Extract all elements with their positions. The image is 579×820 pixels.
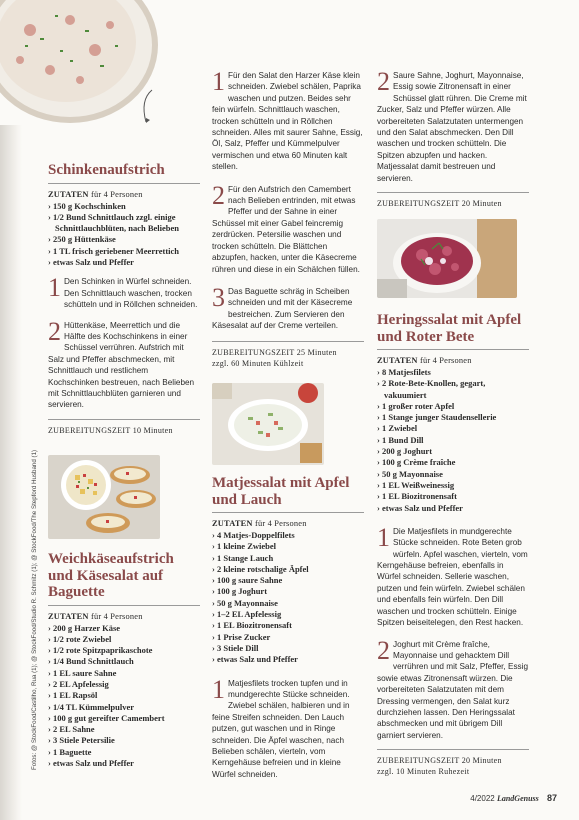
ingredient: › 1 Baguette (48, 747, 200, 758)
ingredient: › 1–2 EL Apfelessig (212, 609, 364, 620)
ingredient: › etwas Salz und Pfeffer (48, 257, 200, 268)
ingredient: › 1/4 TL Kümmelpulver (48, 702, 200, 713)
ingredient: › 1 großer roter Apfel (377, 401, 529, 412)
zutaten-label: ZUTATEN für 4 Personen (212, 519, 307, 528)
matjes-time: ZUBEREITUNGSZEIT 20 Minuten (377, 199, 502, 209)
matjes-photo (212, 383, 324, 465)
divider (212, 341, 364, 342)
hering-ingredients (377, 367, 529, 514)
weich-ingredients (48, 623, 200, 770)
hering-title: Heringssalat mit Apfel und Roter Bete (377, 312, 522, 345)
photo-credit: Fotos: @ StockFood/Castilho, Rua (1); @ StockFood/Studio R. Schmitz (1); @ StockFood/The Stepford Husband (1) (31, 449, 38, 770)
col3-top (377, 67, 529, 209)
matjes-step-2: 2 Saure Sahne, Joghurt, Mayonnaise, Essig sowie Zitronensaft in einer Schüssel glatt rühren. Die Creme mit Zucker, Salz und Pfeffer würzen. Alle vorbereiteten Salatzutaten untermengen und den Salat abschmecken. Den Dill waschen und trocken schütteln. Die Spitzen abzupfen und hacken. Matjessalat damit bestreuen und servieren. (377, 67, 527, 183)
hering-step-2: 2 Joghurt mit Crème fraîche, Mayonnaise und gehacktem Dill verrühren und mit Salz, Pfeffer, Essig sowie etwas Zitronensaft würzen. Die vorbereiteten Salatzutaten mit dem Dressing vermengen, den Salat kurz durchziehen lassen. Den Heringssalat abschmecken und mit übrigem Dill garniert servieren. (377, 635, 529, 740)
zutaten-label: ZUTATEN für 4 Personen (48, 189, 143, 199)
ingredient: › etwas Salz und Pfeffer (212, 654, 364, 665)
ingredient: › etwas Salz und Pfeffer (48, 758, 200, 769)
weich-photo (48, 455, 160, 539)
ingredient: › 200 g Harzer Käse (48, 623, 200, 634)
ingredient: › 1 EL saure Sahne (48, 668, 200, 679)
hering-time: ZUBEREITUNGSZEIT 20 Minuten (377, 756, 502, 766)
schinken-step-2: 2 Hüttenkäse, Meerrettich und die Hälfte des Kochschinkens in einer Schüssel verrühren. Aufstrich mit Salz und Pfeffer abschmecken, mit Schnittlauch und restlichem Kochschinken bestreuen, nach Belieben mit Schnittlauchblüten garnieren und servieren. (48, 316, 195, 410)
page-footer (470, 793, 557, 803)
divider (377, 192, 529, 193)
ingredient: › 4 Matjes-Doppelfilets (212, 530, 364, 541)
ingredient: › 1 Bund Dill (377, 435, 529, 446)
schinken-title: Schinkenaufstrich (48, 162, 165, 178)
ingredient: › 1 EL Rapsöl (48, 690, 200, 701)
hering-time-extra: zzgl. 10 Minuten Ruhezeit (377, 767, 470, 777)
ingredient: › 100 g saure Sahne (212, 575, 364, 586)
ingredient: › 1 kleine Zwiebel (212, 541, 364, 552)
issue-number: 4/2022 (470, 794, 495, 803)
page-number: 87 (546, 793, 557, 803)
ingredient: › 1 EL Weißweinessig (377, 480, 529, 491)
ingredient: › 1 Stange junger Staudensellerie (377, 412, 529, 423)
ingredient: › 100 g Crème fraîche (377, 457, 529, 468)
zutaten-label: ZUTATEN für 4 Personen (48, 611, 143, 621)
weich-step-1: 1 Für den Salat den Harzer Käse klein schneiden. Zwiebel schälen, Paprika waschen und putzen. Beides sehr fein würfeln. Schnittlauch waschen, trocken schütteln und in Röllchen schneiden. Alles mit saurer Sahne, Essig, Öl, Salz, Pfeffer und Kümmelpulver vermischen und etwa 60 Minuten kalt stellen. (212, 67, 363, 172)
schinken-step-1: 1 Den Schinken in Würfel schneiden. Den Schnittlauch waschen, trocken schütteln und in Röllchen schneiden. (48, 273, 198, 310)
weich-title: Weichkäseaufstrich und Käsesalat auf Baguette (48, 551, 174, 600)
ingredient: › 2 EL Apfelessig (48, 679, 200, 690)
weich-section (48, 551, 200, 769)
brand-name: LandGenuss (496, 794, 539, 803)
matjes-step-1: 1 Matjesfilets trocken tupfen und in mundgerechte Stücke schneiden. Zwiebel schälen, halbieren und in feine Streifen schneiden. Den Lauch putzen, gut waschen und in Ringe schneiden. Die Äpfel waschen, nach Belieben schälen, vierteln, vom Kerngehäuse befreien und in kleine Würfel schneiden. (212, 674, 350, 779)
divider (48, 183, 200, 184)
col2-steps (212, 67, 364, 369)
ingredient: › 1 Zwiebel (377, 423, 529, 434)
ingredient: › 2 Rote-Bete-Knollen, gegart, vakuumiert (377, 378, 529, 401)
ingredient: › 1 EL Biozitronensaft (377, 491, 529, 502)
ingredient: › 1/4 Bund Schnittlauch (48, 656, 200, 667)
schinken-ingredients (48, 201, 200, 269)
ingredient: › 1 TL frisch geriebener Meerrettich (48, 246, 200, 257)
ingredient: › 1/2 rote Spitzpaprikaschote (48, 645, 200, 656)
hering-section (377, 312, 529, 777)
weich-time-extra: zzgl. 60 Minuten Kühlzeit (212, 358, 304, 368)
weich-step-3: 3 Das Baguette schräg in Scheiben schneiden und mit der Käsecreme bestreichen. Zum Servieren den Käsesalat auf der Creme verteilen. (212, 282, 353, 331)
ingredient: › 2 EL Sahne (48, 724, 200, 735)
ingredient: › 1 Stange Lauch (212, 553, 364, 564)
ingredient: › 2 kleine rotschalige Äpfel (212, 564, 364, 575)
hering-photo (377, 219, 517, 298)
zutaten-label: ZUTATEN für 4 Personen (377, 356, 472, 365)
matjes-title: Matjessalat mit Apfel und Lauch (212, 475, 350, 508)
ingredient: › 100 g Joghurt (212, 586, 364, 597)
ingredient: › 50 g Mayonnaise (212, 598, 364, 609)
divider (48, 419, 200, 420)
ingredient: › 150 g Kochschinken (48, 201, 200, 212)
weich-step-2: 2 Für den Aufstrich den Camembert nach Belieben entrinden, mit etwas Pfeffer und der Sahne in einer Schüssel mit einer Gabel feincremig zerdrücken. Petersilie waschen und trocken schütteln. Die Blättchen abzupfen, hacken, unter die Käsecreme rühren und diese in ein Schälchen füllen. (212, 180, 360, 274)
ingredient: › 1 Prise Zucker (212, 632, 364, 643)
ingredient: › 3 Stiele Petersilie (48, 735, 200, 746)
ingredient: › 100 g gut gereifter Camembert (48, 713, 200, 724)
matjes-ingredients (212, 530, 364, 666)
ingredient: › 1 EL Biozitronensaft (212, 620, 364, 631)
divider (377, 349, 529, 350)
ingredient: › 250 g Hüttenkäse (48, 234, 200, 245)
matjes-section (212, 475, 364, 780)
hering-step-1: 1 Die Matjesfilets in mundgerechte Stücke schneiden. Rote Beten grob würfeln. Apfel waschen, vierteln, vom Kerngehäuse befreien, ebenfalls in Würfel schneiden. Sellerie waschen, putzen und fein würfeln. Zwiebel schälen und ebenfalls fein würfeln. Den Dill waschen und trocken schütteln. Einige Spitzen beiseitelegen, den Rest hacken. (377, 522, 528, 628)
divider (48, 605, 200, 606)
weich-time: ZUBEREITUNGSZEIT 25 Minuten (212, 347, 337, 357)
ingredient: › 200 g Joghurt (377, 446, 529, 457)
ingredient: › 8 Matjesfilets (377, 367, 529, 378)
ingredient: › 1/2 Bund Schnittlauch zzgl. einige Schnittlauchblüten, nach Belieben (48, 212, 200, 235)
schinken-time: ZUBEREITUNGSZEIT 10 Minuten (48, 425, 173, 435)
ingredient: › 1/2 rote Zwiebel (48, 634, 200, 645)
divider (212, 512, 364, 513)
ingredient: › 3 Stiele Dill (212, 643, 364, 654)
ingredient: › etwas Salz und Pfeffer (377, 503, 529, 514)
divider (377, 749, 529, 750)
ingredient: › 50 g Mayonnaise (377, 469, 529, 480)
schinken-photo (0, 0, 160, 125)
schinken-section (48, 162, 200, 436)
